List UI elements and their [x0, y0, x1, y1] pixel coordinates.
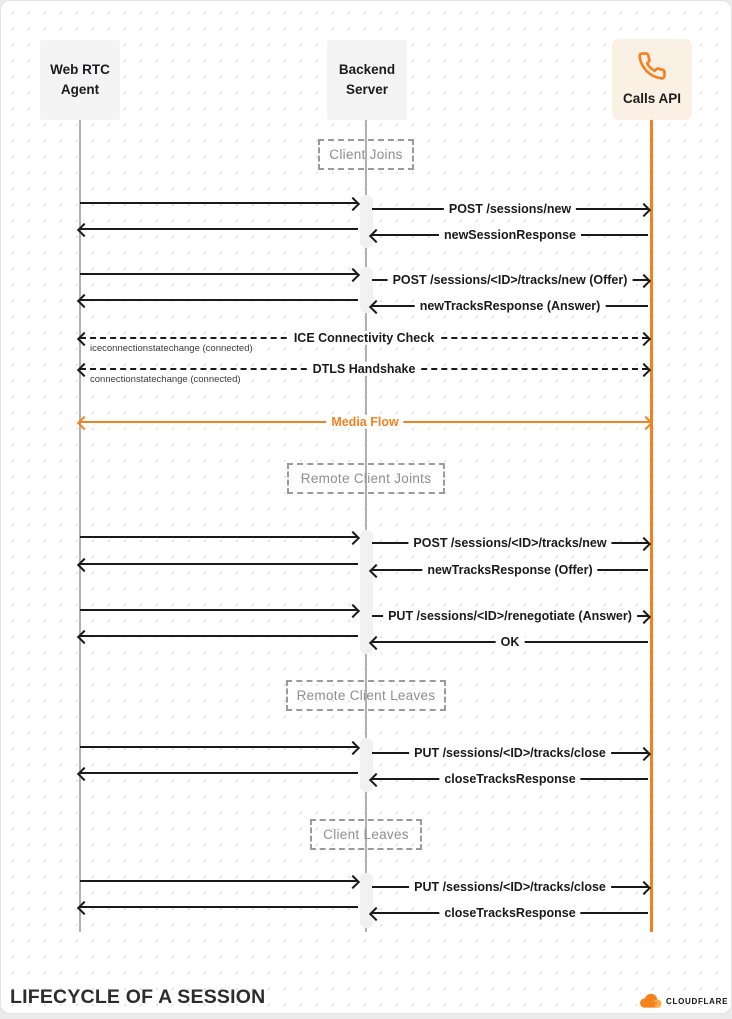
message-line [80, 880, 357, 882]
arrowhead-right-icon [637, 537, 651, 551]
actor-label-line: Server [345, 82, 389, 97]
message-label: POST /sessions/<ID>/tracks/new [408, 536, 611, 550]
section-label-box: Client Joins [318, 139, 414, 170]
message-label: PUT /sessions/<ID>/tracks/close [409, 746, 611, 760]
actor-label-line: Backend [338, 62, 396, 78]
arrowhead-right-icon [637, 363, 651, 377]
message-label: newTracksResponse (Answer) [415, 299, 606, 313]
actor-backend-server [327, 40, 407, 120]
arrowhead-right-icon [637, 332, 651, 346]
arrowhead-right-icon [637, 747, 651, 761]
section-label-box: Remote Client Leaves [286, 680, 446, 711]
message-label: closeTracksResponse [439, 772, 580, 786]
message-line [80, 906, 358, 908]
message-line [80, 609, 357, 611]
event-annotation: iceconnectionstatechange (connected) [90, 343, 253, 354]
message-arrow [372, 272, 648, 287]
section-label-box: Remote Client Joints [287, 463, 445, 494]
message-label: POST /sessions/new [444, 202, 576, 216]
message-label: ICE Connectivity Check [289, 331, 439, 345]
message-label: DTLS Handshake [308, 362, 421, 376]
cloudflare-logo [638, 993, 728, 1009]
arrowhead-right-icon [346, 268, 360, 282]
message-line [80, 202, 357, 204]
message-arrow [372, 745, 648, 760]
arrowhead-right-icon [637, 274, 651, 288]
section-label-box: Client Leaves [310, 819, 422, 850]
message-label: newTracksResponse (Offer) [422, 563, 597, 577]
message-label: PUT /sessions/<ID>/renegotiate (Answer) [383, 609, 637, 623]
actor-label: Calls API [622, 91, 682, 107]
arrowhead-right-icon [346, 531, 360, 545]
message-arrow [372, 879, 648, 894]
message-arrow [372, 298, 648, 313]
arrowhead-right-icon [346, 197, 360, 211]
message-arrow [372, 634, 648, 649]
message-label: OK [496, 635, 525, 649]
message-label: closeTracksResponse [439, 906, 580, 920]
message-label: Media Flow [326, 415, 403, 429]
message-label: PUT /sessions/<ID>/tracks/close [409, 880, 611, 894]
activation-bar [360, 195, 373, 248]
message-line [80, 746, 357, 748]
activation-bar [360, 873, 373, 928]
message-line [80, 299, 358, 301]
message-arrow [80, 414, 650, 429]
page-title: LIFECYCLE OF A SESSION [10, 986, 266, 1008]
cloudflare-cloud-icon [638, 993, 663, 1009]
message-arrow [372, 535, 648, 550]
message-arrow [372, 608, 648, 623]
message-label: POST /sessions/<ID>/tracks/new (Offer) [388, 273, 633, 287]
cloudflare-wordmark: CLOUDFLARE [666, 996, 729, 1006]
arrowhead-right-icon [637, 610, 651, 624]
message-arrow [372, 227, 648, 242]
message-line [80, 536, 357, 538]
phone-icon [637, 50, 667, 82]
arrowhead-right-icon [346, 741, 360, 755]
actor-label-line: Web RTC [50, 62, 110, 78]
actor-web-rtc-agent [40, 40, 120, 120]
message-label: newSessionResponse [439, 228, 581, 242]
lifeline-webrtc-agent [79, 120, 81, 932]
message-line [80, 772, 358, 774]
message-line [80, 273, 357, 275]
message-arrow [80, 361, 648, 385]
lifeline-calls-api [650, 120, 653, 932]
arrowhead-right-icon [637, 203, 651, 217]
message-arrow [372, 562, 648, 577]
message-arrow [372, 771, 648, 786]
event-annotation: connectionstatechange (connected) [90, 374, 241, 385]
message-line [80, 563, 358, 565]
arrowhead-right-icon [637, 881, 651, 895]
arrowhead-right-icon [346, 604, 360, 618]
activation-bar [360, 738, 373, 792]
message-line [80, 635, 358, 637]
message-arrow [372, 201, 648, 216]
actor-label-line: Agent [60, 82, 100, 97]
message-line [80, 228, 358, 230]
activation-bar [360, 530, 373, 654]
arrowhead-right-icon [346, 875, 360, 889]
message-arrow [80, 330, 648, 354]
actor-calls-api [612, 39, 692, 120]
message-arrow [372, 905, 648, 920]
